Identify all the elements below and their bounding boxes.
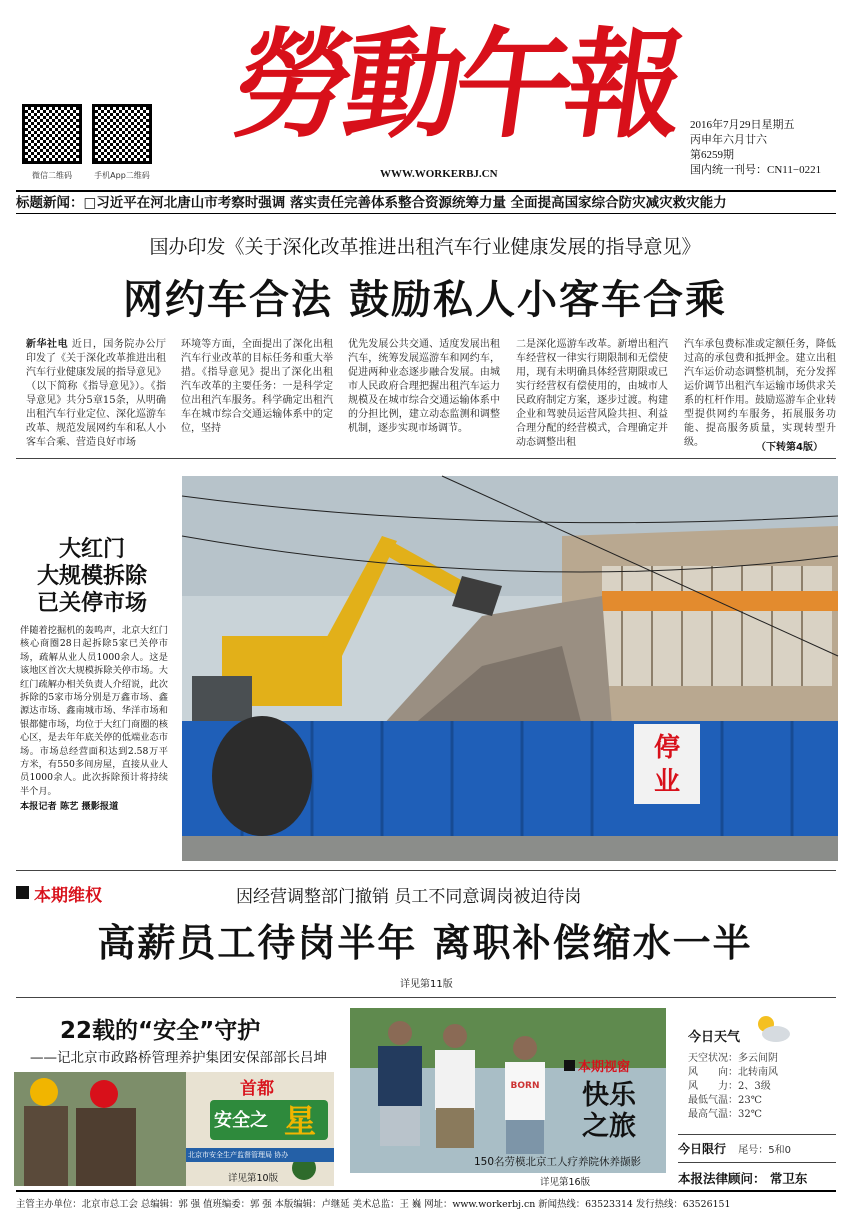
anquan-headline[interactable]: 22载的“安全”守护 — [60, 1018, 261, 1044]
headline-strip-label: 标题新闻： — [16, 195, 84, 211]
legal-counsel — [678, 1162, 836, 1187]
closed-sign-char-1: 停 — [653, 733, 681, 763]
happy-title[interactable] — [582, 1080, 636, 1142]
weiquan-headline[interactable]: 高薪员工待岗半年 离职补偿缩水一半 — [97, 921, 753, 965]
legal-counsel-name: 常卫东 — [769, 1171, 808, 1186]
traffic-limit — [678, 1134, 836, 1157]
weiquan-tag[interactable]: 本期维权 — [34, 886, 102, 906]
weiquan-see-page[interactable]: 详见第11版 — [400, 979, 453, 990]
happy-title-line-1: 快乐 — [582, 1080, 636, 1111]
weiquan-subtitle: 因经营调整部门撤销 员工不同意调岗被迫待岗 — [236, 887, 582, 907]
demolition-credit: 本报记者 陈艺 摄影报道 — [20, 801, 119, 813]
demolition-body — [20, 624, 168, 814]
lead-headline[interactable]: 网约车合法 鼓励私人小客车合乘 — [123, 277, 727, 323]
happy-trip-photo — [350, 1008, 666, 1173]
section-marker-icon — [16, 886, 29, 899]
lead-column-1 — [26, 338, 166, 450]
demolition-photo — [182, 476, 838, 861]
lunar-date: 丙申年六月廿六 — [690, 134, 767, 146]
website-url[interactable]: WWW.WORKERBJ.CN — [380, 168, 498, 180]
weather-heading: 今日天气 — [688, 1030, 741, 1045]
demolition-photo-illustration — [182, 476, 838, 861]
weather-high: 最高气温：32℃ — [688, 1109, 762, 1120]
wechat-qr-caption: 微信二维码 — [32, 171, 72, 180]
serial-number: 国内统一刊号：CN11−0221 — [690, 164, 822, 176]
legal-counsel-label: 本报法律顾问： — [678, 1171, 766, 1186]
lead-column-1-text: 近日，国务院办公厅印发了《关于深化改革推进出租汽车行业健康发展的指导意见》（以下简称《指导意见》）。《指导意见》共分5章15条，从明确出租汽车行业定位、深化巡游车改革、规范发展网约车和私人小客车合乘、营造良好市场 — [26, 339, 167, 448]
happy-tag[interactable]: 本期视窗 — [578, 1060, 631, 1075]
weather-sky: 天空状况：多云间阴 — [688, 1053, 778, 1064]
demolition-headline-line-3: 已关停市场 — [36, 591, 147, 616]
lead-column-4: 二是深化巡游车改革。新增出租汽车经营权一律实行期限制和无偿使用，现有未明确具体经营期限或已实行经营权有偿使用的，由城市人民政府制定方案，逐步过渡。构建企业和驾驶员运营风险共担、利益合理分配的经营模式，合理确定并动态调整出租 — [516, 339, 668, 448]
weather-details — [688, 1052, 778, 1122]
demolition-headline-line-2: 大规模拆除 — [36, 564, 147, 589]
traffic-limit-label: 今日限行 — [678, 1142, 727, 1156]
app-qr-caption: 手机App二维码 — [94, 171, 150, 180]
anquan-see-page[interactable]: 详见第10版 — [228, 1173, 279, 1184]
anquan-subtitle: ——记北京市政路桥管理养护集团安保部部长吕坤 — [30, 1050, 327, 1066]
divider — [16, 458, 836, 459]
weather-wind-force: 风 力：2、3级 — [688, 1081, 771, 1092]
wechat-qr-code[interactable] — [22, 104, 82, 164]
app-qr-code[interactable] — [92, 104, 152, 164]
lead-continued[interactable]: （下转第4版） — [756, 442, 823, 453]
lead-column-2: 环境等方面，全面提出了深化出租汽车行业改革的目标任务和重大举措。《指导意见》提出了深化出租汽车改革的主要任务：一是科学定位出租汽车服务。科学确定出租汽车在城市综合交通运输体系中的定位，坚持 — [181, 339, 333, 434]
happy-title-line-2: 之旅 — [582, 1111, 636, 1142]
shirt-text: BORN — [510, 1081, 540, 1091]
divider — [16, 870, 836, 871]
anquan-badge-footer: 北京市安全生产监督管理局 协办 — [186, 1148, 334, 1162]
happy-see-page[interactable]: 详见第16版 — [540, 1177, 591, 1188]
lead-dateline: 新华社电 — [26, 339, 69, 350]
anquan-badge-line-2: 安全之 — [214, 1110, 268, 1131]
section-marker-icon — [564, 1060, 575, 1071]
partly-cloudy-icon — [752, 1012, 792, 1044]
lead-subtitle: 国办印发《关于深化改革推进出租汽车行业健康发展的指导意见》 — [149, 236, 701, 258]
demolition-body-text: 伴随着挖掘机的轰鸣声，北京大红门核心商圈28日起拆除5家已关停市场，疏解从业人员1000余人。这是该地区首次大规模拆除关停市场。大红门疏解办相关负责人介绍说，此次拆除的5家市场分别是万鑫市场、鑫源达市场、鑫南城市场、华洋市场和银都健市场，均位于大红门商圈的核心区，是去年年底关停的低端业态市场。市场总经营面积达到2.58万平方米，有550多间房屋，直接从业人员1000余人。此次拆除预计将持续半个月。 — [20, 625, 168, 797]
demolition-headline-line-1: 大红门 — [58, 537, 125, 562]
lead-column-3: 优先发展公共交通、适度发展出租汽车，统筹发展巡游车和网约车，促进两种业态逐步融合发展。由城市人民政府合理把握出租汽车运力规模及在城市综合交通运输体系中的分担比例，建立动态监测和调整机制，逐步实现市场调节。 — [348, 339, 500, 434]
closed-sign-char-2: 业 — [653, 767, 681, 797]
anquan-photo — [14, 1072, 334, 1186]
traffic-limit-value: 尾号：5和0 — [738, 1145, 791, 1156]
issue-date: 2016年7月29日星期五 — [690, 119, 795, 131]
lead-column-5: 汽车承包费标准或定额任务，降低过高的承包费和抵押金。建立出租汽车运价动态调整机制，充分发挥运价调节出租汽车运输市场供求关系的杠杆作用。鼓励巡游车企业转型提供网约车服务，拓展服务功能、提高服务质量，实现转型升级。 — [684, 339, 836, 448]
newspaper-logo: 勞動午報 — [226, 15, 686, 154]
weather-low: 最低气温：23℃ — [688, 1095, 762, 1106]
anquan-badge-line-1: 首都 — [240, 1079, 274, 1099]
issue-number: 第6259期 — [690, 149, 734, 161]
happy-caption: 150名劳模北京工人疗养院休养撷影 — [474, 1156, 642, 1168]
headline-strip-text[interactable]: □习近平在河北唐山市考察时强调 落实责任完善体系整合资源统筹力量 全面提高国家综合防灾减灾救灾能力 — [83, 195, 727, 211]
demolition-headline[interactable] — [22, 536, 162, 617]
date-block — [690, 118, 821, 178]
anquan-badge-star: 星 — [284, 1102, 317, 1140]
masthead — [0, 0, 850, 188]
weather-wind-direction: 风 向：北转南风 — [688, 1067, 778, 1078]
divider — [16, 997, 836, 998]
footer-credits: 主管主办单位：北京市总工会 总编辑：郭 强 值班编委：郭 强 本版编辑：卢继延 美术总监：王 巍 网址：www.workerbj.cn 新闻热线：63523314 发行热线：63526151 — [16, 1190, 836, 1210]
headline-strip — [16, 190, 836, 214]
